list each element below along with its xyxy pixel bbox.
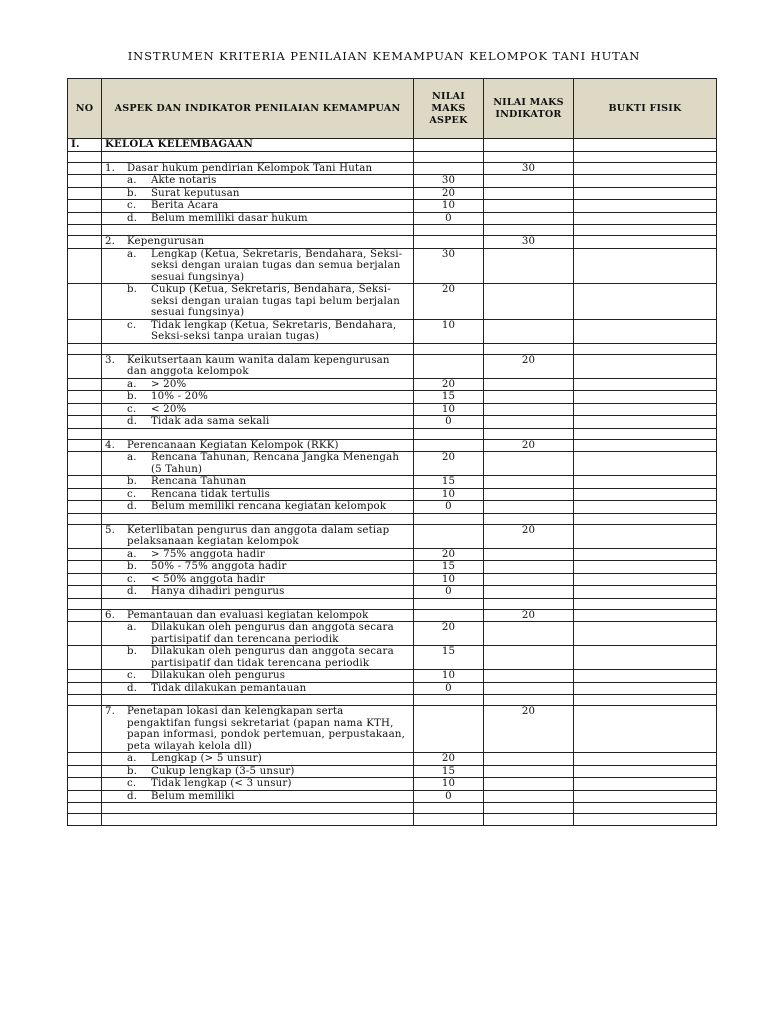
option-cell [102, 682, 414, 695]
option-letter: c. [127, 319, 137, 331]
option-row [68, 778, 717, 791]
option-cell [102, 765, 414, 778]
bukti-fisik-cell [574, 548, 717, 561]
criterion-number: 1. [105, 162, 116, 174]
option-letter: d. [127, 790, 138, 802]
option-cell [102, 548, 414, 561]
nilai-aspek: 20 [414, 187, 484, 200]
bukti-fisik-cell [574, 501, 717, 514]
bukti-fisik-cell [574, 670, 717, 683]
option-text: > 75% anggota hadir [151, 548, 265, 560]
criterion-number: 6. [105, 609, 116, 621]
bukti-fisik-cell [574, 403, 717, 416]
option-letter: c. [127, 573, 137, 585]
bukti-fisik-cell [574, 162, 717, 175]
criterion-label: Pemantauan dan evaluasi kegiatan kelompok [127, 609, 369, 621]
option-row [68, 753, 717, 766]
option-cell [102, 175, 414, 188]
bukti-fisik-cell [574, 248, 717, 284]
option-cell [102, 670, 414, 683]
bukti-fisik-cell [574, 765, 717, 778]
nilai-aspek: 20 [414, 378, 484, 391]
option-cell [102, 403, 414, 416]
option-cell [102, 561, 414, 574]
option-letter: a. [127, 378, 137, 390]
option-row [68, 670, 717, 683]
nilai-aspek: 30 [414, 248, 484, 284]
option-text: Tidak dilakukan pemantauan [151, 682, 307, 694]
nilai-aspek: 20 [414, 753, 484, 766]
criterion-cell [102, 162, 414, 175]
spacer-row [68, 598, 717, 609]
option-letter: d. [127, 501, 138, 512]
bukti-fisik-cell [574, 682, 717, 695]
criterion-row [68, 354, 717, 378]
option-row [68, 200, 717, 213]
option-row [68, 452, 717, 476]
option-cell [102, 622, 414, 646]
nilai-indikator: 20 [484, 354, 574, 378]
nilai-aspek: 15 [414, 561, 484, 574]
nilai-aspek: 15 [414, 646, 484, 670]
nilai-aspek: 0 [414, 790, 484, 803]
option-row [68, 561, 717, 574]
option-cell [102, 501, 414, 514]
criterion-label: Penetapan lokasi dan kelengkapan serta pengaktifan fungsi sekretariat (papan nama KTH, papan informasi, pondok pertemuan, perpustakaan, peta wilayah kelola dll) [127, 706, 406, 752]
criteria-table [67, 78, 717, 826]
bukti-fisik-cell [574, 646, 717, 670]
option-cell [102, 378, 414, 391]
option-row [68, 790, 717, 803]
option-row [68, 488, 717, 501]
nilai-indikator: 30 [484, 236, 574, 249]
header-bukti-fisik: BUKTI FISIK [574, 79, 717, 139]
bukti-fisik-cell [574, 753, 717, 766]
option-text: Rencana Tahunan, Rencana Jangka Menengah (5 Tahun) [151, 452, 400, 475]
nilai-aspek: 20 [414, 452, 484, 476]
option-cell [102, 778, 414, 791]
criterion-label: Perencanaan Kegiatan Kelompok (RKK) [127, 439, 339, 451]
bukti-fisik-cell [574, 573, 717, 586]
bukti-fisik-cell [574, 354, 717, 378]
nilai-indikator: 30 [484, 162, 574, 175]
option-text: Belum memiliki [151, 790, 235, 802]
header-aspek: ASPEK DAN INDIKATOR PENILAIAN KEMAMPUAN [102, 79, 414, 139]
bukti-fisik-cell [574, 378, 717, 391]
option-letter: b. [127, 187, 138, 199]
option-text: Cukup (Ketua, Sekretaris, Bendahara, Seksi-seksi dengan uraian tugas tapi belum berjalan sesuai fungsinya) [151, 284, 401, 318]
nilai-aspek: 0 [414, 501, 484, 514]
spacer-row [68, 803, 717, 814]
option-letter: b. [127, 391, 138, 402]
option-row [68, 284, 717, 320]
bukti-fisik-cell [574, 488, 717, 501]
nilai-indikator: 20 [484, 609, 574, 622]
section-title: KELOLA KELEMBAGAAN [102, 139, 414, 152]
nilai-aspek: 10 [414, 488, 484, 501]
bukti-fisik-cell [574, 561, 717, 574]
option-row [68, 248, 717, 284]
bukti-fisik-cell [574, 416, 717, 429]
criterion-label: Keikutsertaan kaum wanita dalam kepengurusan dan anggota kelompok [127, 354, 390, 377]
option-letter: b. [127, 476, 138, 487]
criterion-row [68, 439, 717, 452]
criterion-row [68, 706, 717, 753]
option-row [68, 175, 717, 188]
nilai-aspek: 10 [414, 200, 484, 213]
nilai-aspek: 10 [414, 573, 484, 586]
bukti-fisik-cell [574, 200, 717, 213]
bukti-fisik-cell [574, 706, 717, 753]
option-text: Dilakukan oleh pengurus dan anggota secara partisipatif dan tidak terencana periodik [151, 646, 394, 669]
option-row [68, 378, 717, 391]
section-number: I. [68, 139, 102, 152]
criterion-label: Dasar hukum pendirian Kelompok Tani Hutan [127, 162, 373, 174]
option-text: > 20% [151, 378, 187, 390]
option-text: Akte notaris [151, 175, 217, 186]
header-nilai-indikator: NILAI MAKS INDIKATOR [484, 79, 574, 139]
criterion-row [68, 609, 717, 622]
option-cell [102, 646, 414, 670]
criterion-cell [102, 236, 414, 249]
option-text: 10% - 20% [151, 391, 209, 402]
option-letter: d. [127, 682, 138, 694]
option-text: Belum memiliki rencana kegiatan kelompok [151, 501, 387, 512]
option-row [68, 573, 717, 586]
option-letter: b. [127, 765, 138, 777]
option-cell [102, 476, 414, 489]
bukti-fisik-cell [574, 319, 717, 343]
option-text: Cukup lengkap (3-5 unsur) [151, 765, 295, 777]
option-row [68, 622, 717, 646]
criterion-number: 5. [105, 524, 116, 536]
option-cell [102, 573, 414, 586]
table-body [68, 139, 717, 826]
nilai-aspek: 20 [414, 284, 484, 320]
nilai-aspek: 15 [414, 391, 484, 404]
bukti-fisik-cell [574, 790, 717, 803]
option-text: < 20% [151, 403, 187, 415]
nilai-aspek: 0 [414, 682, 484, 695]
option-text: Tidak ada sama sekali [151, 416, 270, 427]
option-text: < 50% anggota hadir [151, 573, 265, 585]
option-row [68, 187, 717, 200]
option-cell [102, 416, 414, 429]
option-letter: a. [127, 622, 137, 633]
option-letter: a. [127, 175, 137, 186]
bukti-fisik-cell [574, 236, 717, 249]
nilai-aspek: 0 [414, 416, 484, 429]
option-cell [102, 319, 414, 343]
criterion-cell [102, 354, 414, 378]
nilai-indikator: 20 [484, 524, 574, 548]
option-row [68, 548, 717, 561]
bukti-fisik-cell [574, 391, 717, 404]
nilai-aspek: 30 [414, 175, 484, 188]
bukti-fisik-cell [574, 175, 717, 188]
option-cell [102, 790, 414, 803]
spacer-row [68, 695, 717, 706]
document-title: INSTRUMEN KRITERIA PENILAIAN KEMAMPUAN KELOMPOK TANI HUTAN [127, 49, 641, 63]
spacer-row [68, 513, 717, 524]
bukti-fisik-cell [574, 778, 717, 791]
option-row [68, 416, 717, 429]
nilai-aspek: 0 [414, 212, 484, 225]
spacer-row [68, 814, 717, 826]
option-letter: c. [127, 200, 137, 211]
criterion-number: 3. [105, 354, 116, 366]
bukti-fisik-cell [574, 452, 717, 476]
criterion-label: Kepengurusan [127, 236, 205, 247]
option-text: 50% - 75% anggota hadir [151, 561, 287, 572]
nilai-aspek: 15 [414, 765, 484, 778]
option-row [68, 501, 717, 514]
option-row [68, 319, 717, 343]
option-text: Dilakukan oleh pengurus [151, 670, 286, 681]
header-nilai-aspek: NILAI MAKS ASPEK [414, 79, 484, 139]
option-letter: a. [127, 753, 137, 764]
bukti-fisik-cell [574, 622, 717, 646]
criterion-cell [102, 439, 414, 452]
bukti-fisik-cell [574, 439, 717, 452]
option-text: Dilakukan oleh pengurus dan anggota secara partisipatif dan terencana periodik [151, 622, 394, 645]
option-cell [102, 488, 414, 501]
option-cell [102, 187, 414, 200]
option-letter: a. [127, 548, 137, 560]
option-row [68, 476, 717, 489]
option-cell [102, 452, 414, 476]
nilai-aspek: 20 [414, 622, 484, 646]
option-letter: d. [127, 416, 138, 427]
criterion-row [68, 236, 717, 249]
criterion-cell [102, 706, 414, 753]
bukti-fisik-cell [574, 586, 717, 599]
bukti-fisik-cell [574, 284, 717, 320]
option-cell [102, 391, 414, 404]
criterion-cell [102, 609, 414, 622]
nilai-aspek: 15 [414, 476, 484, 489]
option-row [68, 646, 717, 670]
criterion-number: 2. [105, 236, 116, 247]
option-text: Tidak lengkap (Ketua, Sekretaris, Bendahara, Seksi-seksi tanpa uraian tugas) [151, 319, 397, 342]
nilai-aspek: 10 [414, 403, 484, 416]
option-cell [102, 284, 414, 320]
option-row [68, 682, 717, 695]
option-row [68, 586, 717, 599]
criterion-number: 7. [105, 706, 116, 717]
bukti-fisik-cell [574, 609, 717, 622]
option-text: Lengkap (> 5 unsur) [151, 753, 262, 764]
option-letter: c. [127, 488, 137, 500]
spacer-row [68, 428, 717, 439]
option-text: Tidak lengkap (< 3 unsur) [151, 778, 292, 789]
bukti-fisik-cell [574, 187, 717, 200]
option-cell [102, 212, 414, 225]
bukti-fisik-cell [574, 524, 717, 548]
option-text: Surat keputusan [151, 187, 240, 199]
option-letter: c. [127, 403, 137, 415]
nilai-aspek: 20 [414, 548, 484, 561]
option-cell [102, 248, 414, 284]
option-row [68, 391, 717, 404]
option-text: Rencana Tahunan [151, 476, 247, 487]
option-text: Berita Acara [151, 200, 219, 211]
option-text: Rencana tidak tertulis [151, 488, 271, 500]
spacer-row [68, 343, 717, 354]
bukti-fisik-cell [574, 476, 717, 489]
criterion-cell [102, 524, 414, 548]
nilai-aspek: 10 [414, 778, 484, 791]
option-row [68, 403, 717, 416]
option-text: Hanya dihadiri pengurus [151, 586, 285, 597]
option-row [68, 765, 717, 778]
criterion-row [68, 162, 717, 175]
option-cell [102, 200, 414, 213]
option-letter: c. [127, 670, 137, 681]
table-header-row [68, 79, 717, 139]
nilai-indikator: 20 [484, 439, 574, 452]
spacer-row [68, 151, 717, 162]
header-no: NO [68, 79, 102, 139]
option-cell [102, 586, 414, 599]
option-letter: a. [127, 248, 137, 260]
nilai-aspek: 10 [414, 319, 484, 343]
section-row [68, 139, 717, 152]
option-letter: b. [127, 646, 138, 657]
option-letter: b. [127, 561, 138, 572]
option-letter: d. [127, 212, 138, 224]
option-text: Lengkap (Ketua, Sekretaris, Bendahara, Seksi-seksi dengan uraian tugas dan semua berjalan sesuai fungsinya) [151, 248, 403, 283]
criterion-label: Keterlibatan pengurus dan anggota dalam setiap pelaksanaan kegiatan kelompok [127, 524, 390, 547]
option-letter: d. [127, 586, 138, 597]
nilai-aspek: 10 [414, 670, 484, 683]
option-cell [102, 753, 414, 766]
option-letter: b. [127, 284, 138, 295]
criterion-number: 4. [105, 439, 116, 451]
bukti-fisik-cell [574, 212, 717, 225]
spacer-row [68, 225, 717, 236]
nilai-indikator: 20 [484, 706, 574, 753]
option-row [68, 212, 717, 225]
criterion-row [68, 524, 717, 548]
option-letter: c. [127, 778, 137, 789]
option-letter: a. [127, 452, 137, 463]
nilai-aspek: 0 [414, 586, 484, 599]
option-text: Belum memiliki dasar hukum [151, 212, 308, 224]
